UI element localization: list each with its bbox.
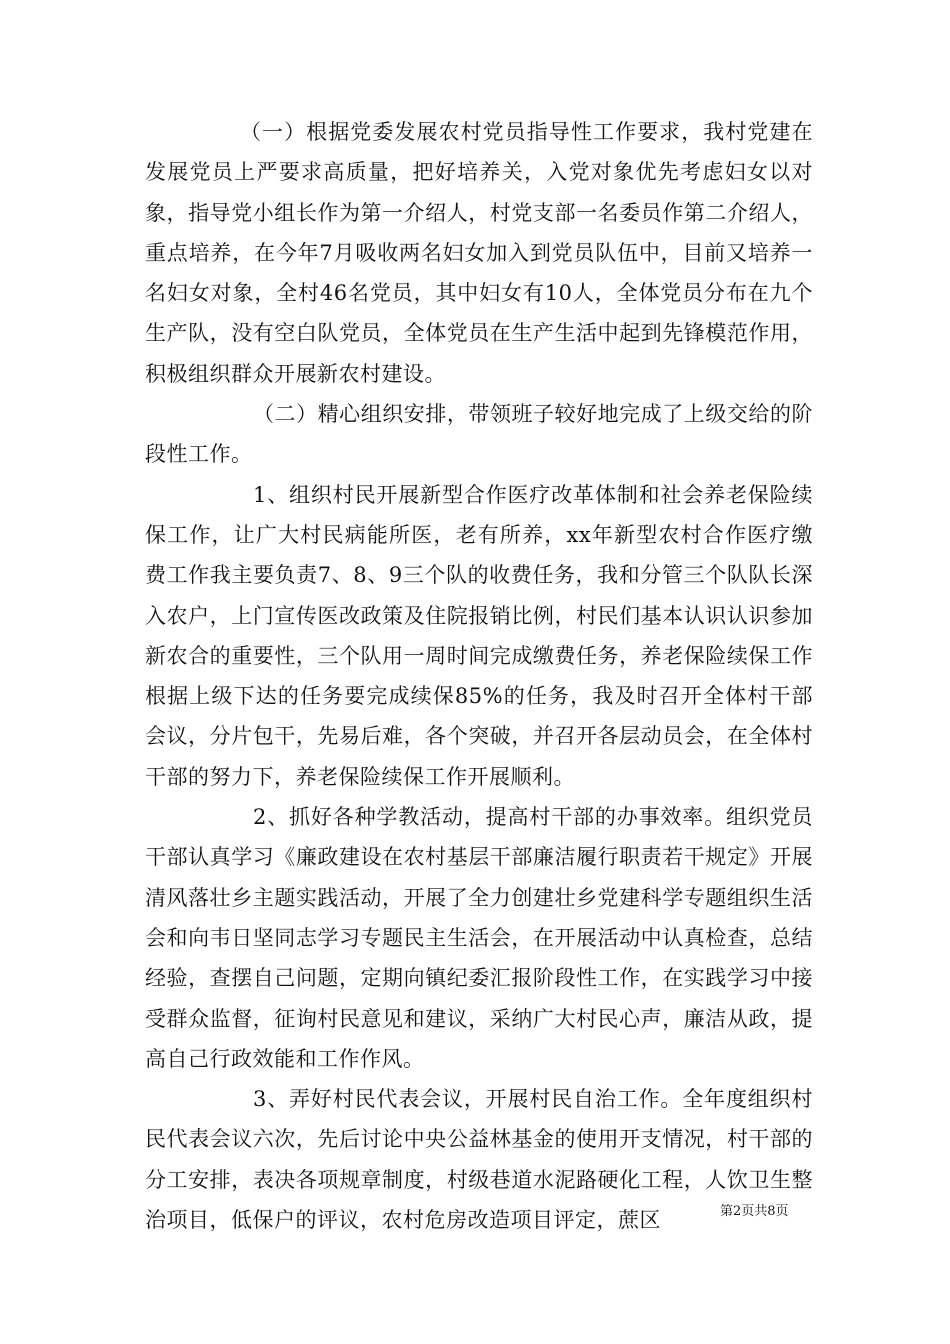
- paragraph-5: 3、弄好村民代表会议，开展村民自治工作。全年度组织村民代表会议六次，先后讨论中央公益林基金的使用开支情况，村干部的分工安排，表决各项规章制度，村级巷道水泥路硬化工程，人饮卫生整治项目，低保户的评议，农村危房改造项目评定，蔗区: [145, 1087, 813, 1233]
- paragraph-1: （一）根据党委发展农村党员指导性工作要求，我村党建在发展党员上严要求高质量，把好培养关，入党对象优先考虑妇女以对象，指导党小组长作为第一介绍人，村党支部一名委员作第二介绍人，重点培养，在今年7月吸收两名妇女加入到党员队伍中，目前又培养一名妇女对象，全村46名党员，其中妇女有10人，全体党员分布在九个生产队，没有空白队党员，全体党员在生产生活中起到先锋模范作用，积极组织群众开展新农村建设。: [145, 120, 813, 386]
- document-body: [145, 112, 813, 1240]
- paragraph-3: 1、组织村民开展新型合作医疗改革体制和社会养老保险续保工作，让广大村民病能所医，老有所养，xx年新型农村合作医疗缴费工作我主要负责7、8、9三个队的收费任务，我和分管三个队队长深入农户，上门宣传医改政策及住院报销比例，村民们基本认识认识参加新农合的重要性，三个队用一周时间完成缴费任务，养老保险续保工作根据上级下达的任务要完成续保85%的任务，我及时召开全体村干部会议，分片包干，先易后难，各个突破，并召开各层动员会，在全体村干部的努力下，养老保险续保工作开展顺利。: [145, 482, 813, 789]
- page-number-footer: 第2页共8页: [720, 1204, 789, 1219]
- paragraph-2: （二）精心组织安排，带领班子较好地完成了上级交给的阶段性工作。: [145, 402, 813, 467]
- paragraph-4: 2、抓好各种学教活动，提高村干部的办事效率。组织党员干部认真学习《廉政建设在农村基层干部廉洁履行职责若干规定》开展清风落壮乡主题实践活动，开展了全力创建壮乡党建科学专题组织生活会和向韦日坚同志学习专题民主生活会，在开展活动中认真检查，总结经验，查摆自己问题，定期向镇纪委汇报阶段性工作，在实践学习中接受群众监督，征询村民意见和建议，采纳广大村民心声，廉洁从政，提高自己行政效能和工作作风。: [145, 805, 813, 1071]
